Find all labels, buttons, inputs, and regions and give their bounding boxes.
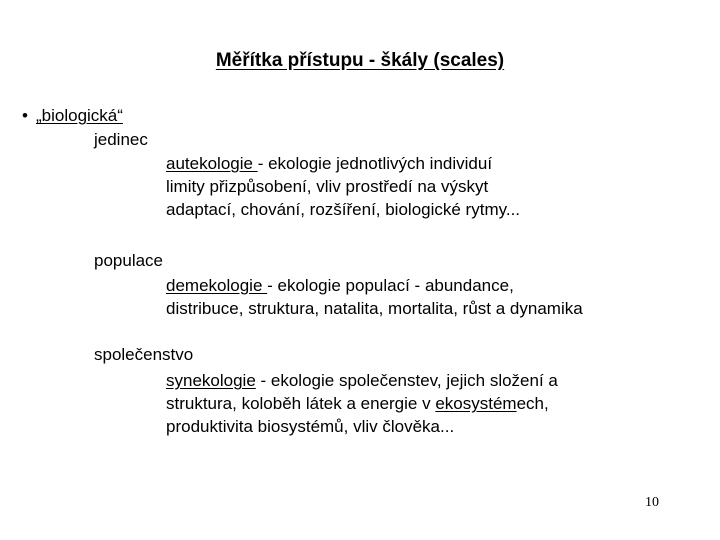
description-line: adaptací, chování, rozšíření, biologické rytmy... (166, 200, 521, 219)
page-number: 10 (645, 495, 659, 510)
term-definition: - ekologie jednotlivých individuí (257, 154, 493, 173)
description-line: limity přizpůsobení, vliv prostředí na výskyt (166, 177, 489, 196)
term-demekologie: demekologie (166, 276, 268, 295)
description-line: produktivita biosystémů, vliv člověka... (166, 417, 455, 436)
level-heading-population: populace (94, 251, 164, 270)
term-definition: - ekologie společenstev, jejich složení a (255, 371, 558, 390)
line-text: struktura, koloběh látek a energie v (166, 394, 436, 413)
description-line (166, 369, 558, 392)
description-line (166, 392, 558, 415)
description-line (166, 274, 583, 297)
description-line (166, 152, 520, 175)
bullet-item-biological (22, 106, 123, 126)
bullet-icon: • (22, 106, 28, 125)
term-synekologie: synekologie (166, 371, 256, 390)
term-ekosystem: ekosystém (435, 394, 517, 413)
slide-title (0, 50, 720, 72)
description-line: distribuce, struktura, natalita, mortalita, růst a dynamika (166, 299, 583, 318)
level-description-population (166, 274, 583, 320)
bullet-label: „biologická“ (36, 106, 123, 125)
line-text: ech, (516, 394, 549, 413)
slide-title-text: Měřítka přístupu - škály (scales) (215, 50, 505, 71)
level-heading-individual: jedinec (94, 130, 148, 149)
term-autekologie: autekologie (166, 154, 258, 173)
level-heading-community: společenstvo (94, 345, 194, 364)
level-description-community (166, 369, 558, 438)
term-definition: - ekologie populací - abundance, (267, 276, 514, 295)
level-description-individual (166, 152, 520, 221)
